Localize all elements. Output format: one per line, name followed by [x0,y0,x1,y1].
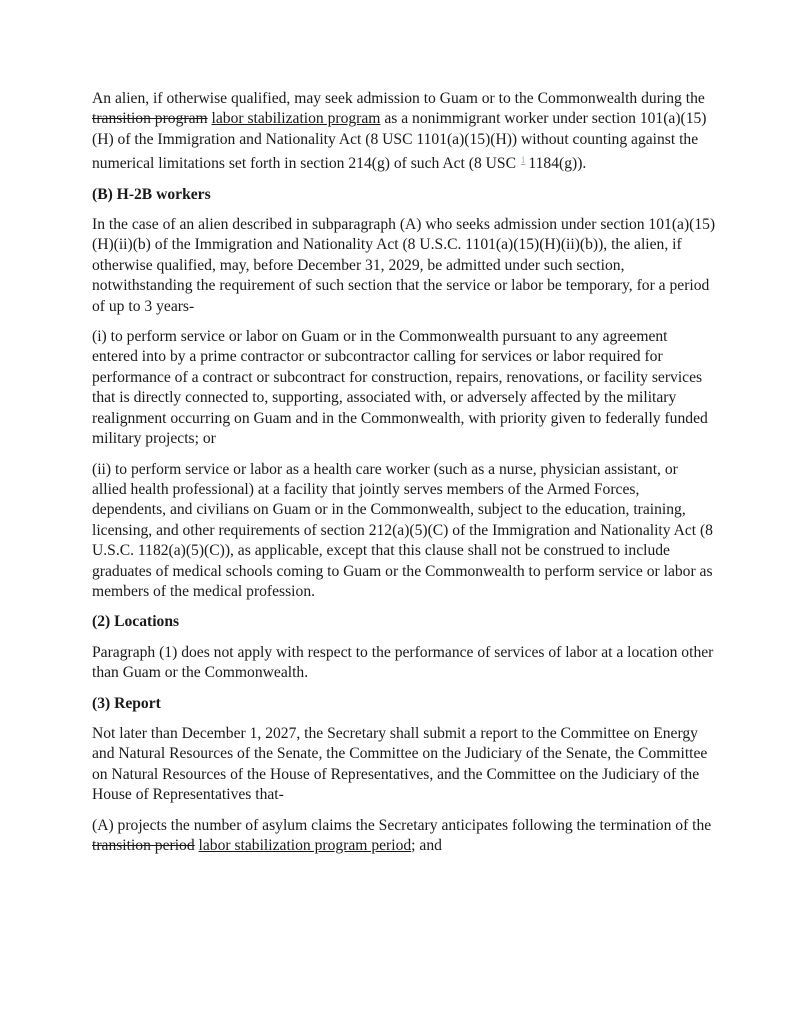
paragraph-clause-i: (i) to perform service or labor on Guam or in the Commonwealth pursuant to any agreement entered into by a prime contractor or subcontractor calling for services or labor required for performance of a contract or subcontract for construction, repairs, renovations, or facility services that is directly connected to, supporting, associated with, or adversely affected by the military realignment occurring on Guam and in the Commonwealth, with priority given to federally funded military projects; or [92,328,708,448]
paragraph-h2b: In the case of an alien described in subparagraph (A) who seeks admission under section 101(a)(15)(H)(ii)(b) of the Immigration and Nationality Act (8 U.S.C. 1101(a)(15)(H)(ii)(b)), the alien, if otherwise qualified, may, before December 31, 2029, be admitted under such section, notwithstanding the requirement of such section that the service or labor be temporary, for a period of up to 3 years- [92,216,716,315]
paragraph-text: as a nonimmigrant worker under section 101(a)(15)(H) of the Immigration and Nationality Act (8 USC 1101(a)(15)(H)) without counting against the numerical limitations set forth in section 214(g) of such Act (8 USC [92,110,707,173]
paragraph-clause-ii: (ii) to perform service or labor as a health care worker (such as a nurse, physician assistant, or allied health professional) at a facility that jointly serves members of the Armed Forces, dependents, and civilians on Guam or in the Commonwealth, subject to the education, training, licensing, and other requirements of section 212(a)(5)(C) of the Immigration and Nationality Act (8 U.S.C. 1182(a)(5)(C)), as applicable, except that this clause shall not be construed to include graduates of medical schools coming to Guam or the Commonwealth to perform service or labor as members of the medical profession. [92,460,713,600]
paragraph-text: ; and [411,837,442,854]
paragraph-admission [92,89,716,175]
footnote-link[interactable]: 1 [520,155,526,166]
paragraph-text: 1184(g)). [528,155,587,173]
deleted-text: transition period [92,837,195,854]
heading-report: (3) Report [92,694,161,712]
heading-locations: (2) Locations [92,613,180,631]
deleted-text: transition program [92,110,208,128]
inserted-text: labor stabilization program period [198,837,412,854]
heading-h2b-workers: (B) H-2B workers [92,185,211,203]
document-page [92,89,716,866]
paragraph-text: An alien, if otherwise qualified, may seek admission to Guam or to the Commonwealth during the [92,90,705,107]
paragraph-locations: Paragraph (1) does not apply with respect to the performance of services of labor at a location other than Guam or the Commonwealth. [92,643,714,682]
paragraph-clause-a [92,816,716,857]
inserted-text: labor stabilization program [211,110,381,128]
paragraph-text: (A) projects the number of asylum claims the Secretary anticipates following the termination of the [92,816,712,834]
paragraph-report: Not later than December 1, 2027, the Secretary shall submit a report to the Committee on Energy and Natural Resources of the Senate, the Committee on the Judiciary of the Senate, the Committee on Natural Resources of the House of Representatives, and the Committee on the Judiciary of the House of Representatives that- [92,724,708,804]
